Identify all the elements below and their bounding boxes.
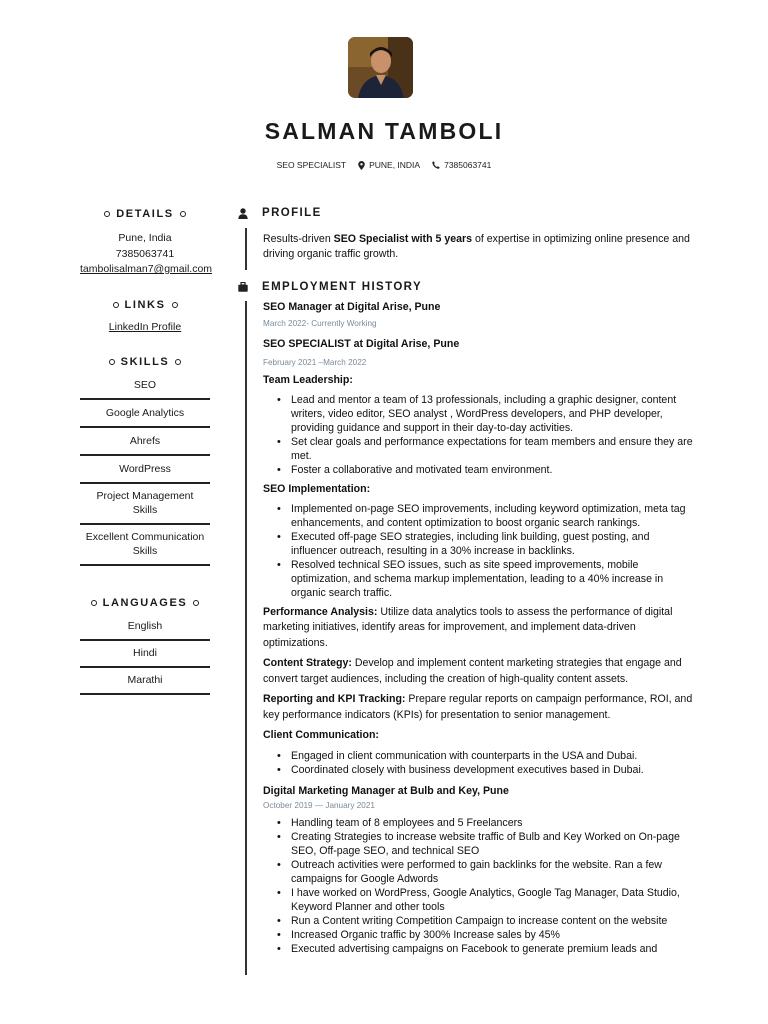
bullet-circle-icon [91,600,97,606]
job3-responsibilities-list [291,816,695,956]
bullet-circle-icon [193,600,199,606]
profile-photo [348,37,413,98]
profile-heading: PROFILE [238,207,322,219]
phone-item [432,160,491,170]
skill-item: WordPress [80,456,210,484]
list-item: • Lead and mentor a team of 13 professionals, including a graphic designer, content writers, video editor, SEO analyst , WordPress developers, and PHP developer, providing guidance and support in their day-to-day activities. [291,393,695,435]
list-item: • Resolved technical SEO issues, such as site speed improvements, mobile optimization, and schema markup implementation, leading to a 40% increase in organic search traffic. [291,558,695,600]
bullet-circle-icon [180,211,186,217]
employment-timeline-line [245,301,247,975]
employment-section [263,300,695,956]
list-item: • Executed off-page SEO strategies, including link building, guest posting, and influencer outreach, resulting in a 30% increase in backlinks. [291,530,695,558]
skill-item: Ahrefs [80,428,210,456]
job-date: February 2021 –March 2022 [263,357,367,367]
job-title: Digital Marketing Manager at Bulb and Key, Pune [263,784,509,797]
list-item: • Set clear goals and performance expectations for team members and ensure they are met. [291,435,695,463]
bullet-circle-icon [172,302,178,308]
list-item: • Coordinated closely with business development executives based in Dubai. [291,763,695,777]
location-pin-icon [358,161,365,170]
skill-item: SEO [80,372,210,400]
list-item: • Implemented on-page SEO improvements, including keyword optimization, meta tag enhancements, and content optimization to boost organic search rankings. [291,502,695,530]
briefcase-icon [238,282,248,292]
performance-analysis-paragraph: Performance Analysis: Utilize data analytics tools to assess the performance of digital marketing initiatives, identify areas for improvement, and implement data-driven optimizations. [263,605,673,649]
links-heading: LINKS [80,297,210,313]
job-date: October 2019 — January 2021 [263,801,375,811]
list-item: • I have worked on WordPress, Google Analytics, Google Tag Manager, Data Studio, Keyword Planner and other tools [291,886,695,914]
content-strategy-paragraph: Content Strategy: Develop and implement content marketing strategies that engage and convert target audiences, including the creation of high-quality content assets. [263,657,682,685]
language-item: Marathi [80,668,210,695]
details-city: Pune, India [118,232,172,244]
skills-heading: SKILLS [80,354,210,370]
job-title: SEO SPECIALIST at Digital Arise, Pune [263,338,460,351]
profile-timeline-line [245,228,247,270]
skill-item: Google Analytics [80,400,210,428]
details-section [80,231,213,278]
skill-item: Project Management Skills [80,484,210,525]
details-heading: DETAILS [80,206,210,222]
linkedin-link[interactable]: LinkedIn Profile [108,320,182,333]
person-icon [238,208,248,219]
reporting-paragraph: Reporting and KPI Tracking: Prepare regular reports on campaign performance, ROI, and key performance indicators (KPIs) for presentation to senior management. [263,693,693,721]
section-subheading: SEO Implementation: [263,482,371,495]
contact-line [0,160,768,170]
candidate-name: SALMAN TAMBOLI [264,118,504,144]
list-item: • Executed advertising campaigns on Facebook to generate premium leads and [291,942,695,956]
team-leadership-list [291,393,695,477]
list-item: • Engaged in client communication with counterparts in the USA and Dubai. [291,749,695,763]
skill-item: Excellent Communication Skills [80,525,210,566]
list-item: • Run a Content writing Competition Campaign to increase content on the website [291,914,695,928]
phone-text: 7385063741 [444,160,492,170]
section-subheading: Client Communication: [263,729,379,742]
list-item: • Handling team of 8 employees and 5 Freelancers [291,816,695,830]
employment-heading: EMPLOYMENT HISTORY [238,281,422,293]
job-title: SEO SPECIALIST [276,160,347,170]
phone-icon [432,161,440,169]
list-item: • Increased Organic traffic by 300% Increase sales by 45% [291,928,695,942]
location-item [358,160,420,170]
bullet-circle-icon [113,302,119,308]
details-phone: 7385063741 [115,247,175,260]
seo-implementation-list [291,502,695,600]
section-subheading: Team Leadership: [263,374,353,387]
links-section [80,320,210,335]
list-item: • Outreach activities were performed to gain backlinks for the website. Ran a few campaigns for Google Adwords [291,858,695,886]
skills-list [80,372,210,566]
left-column [80,206,213,695]
list-item: • Foster a collaborative and motivated team environment. [291,463,695,477]
bullet-circle-icon [109,359,115,365]
client-communication-list [291,749,695,777]
languages-list [80,614,210,695]
language-item: Hindi [80,641,210,668]
languages-heading: LANGUAGES [80,595,210,611]
job-title: SEO Manager at Digital Arise, Pune [263,301,441,313]
profile-text: Results-driven SEO Specialist with 5 years of expertise in optimizing online presence and driving organic traffic growth. [263,233,690,260]
location-text: PUNE, INDIA [369,160,421,170]
bullet-circle-icon [175,359,181,365]
list-item: • Creating Strategies to increase website traffic of Bulb and Key Worked on On-page SEO, Off-page SEO, and technical SEO [291,830,695,858]
bullet-circle-icon [104,211,110,217]
job-date: March 2022- Currently Working [263,318,377,328]
email-link[interactable]: tambolisalman7@gmail.com [80,263,213,275]
language-item: English [80,614,210,641]
